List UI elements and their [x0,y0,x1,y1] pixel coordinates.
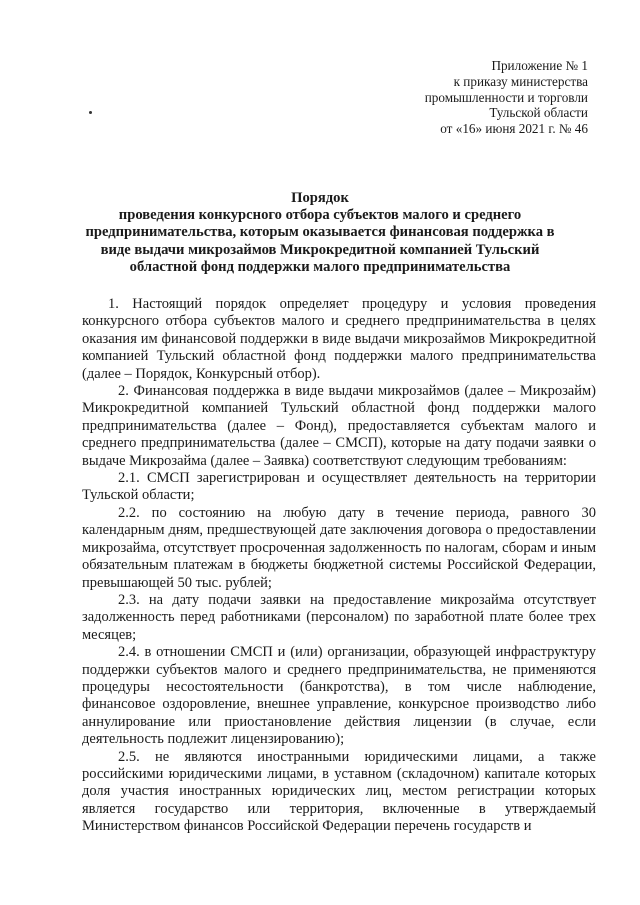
paragraph-2-4: 2.4. в отношении СМСП и (или) организации, образующей инфраструктуру поддержки субъектов малого и среднего предпринимательства, не применяются процедуры несостоятельности (банкротства), в том числе наблюдение, финансовое оздоровление, внешнее управление, конкурсное производство либо аннулирование или приостановление действия лицензии (в случае, если деятельность подлежит лицензированию); [82,644,596,748]
scan-speck [89,111,92,114]
appendix-order-ref: к приказу министерства [453,73,588,89]
appendix-number: Приложение № 1 [491,58,588,73]
document-body [82,296,596,836]
appendix-date: от «16» июня 2021 г. № 46 [440,121,588,137]
title-subheading: проведения конкурсного отбора субъектов малого и среднего предпринимательства, которым оказывается финансовая поддержка в виде выдачи микрозаймов Микрокредитной компанией Тульский областной фонд поддержки малого предпринимательства [85,207,555,275]
appendix-region: Тульской области [489,105,588,121]
appendix-header [425,58,588,137]
paragraph-1: 1. Настоящий порядок определяет процедуру и условия проведения конкурсного отбора субъектов малого и среднего предпринимательства в целях оказания им финансовой поддержки в виде выдачи микрозаймов Микрокредитной компанией Тульский областной фонд поддержки малого предпринимательства (далее – Порядок, Конкурсный отбор). [82,296,596,382]
paragraph-2-5: 2.5. не являются иностранными юридическими лицами, а также российскими юридическими лицами, в уставном (складочном) капитале которых доля участия иностранных юридических лиц, местом регистрации которых является государство или территория, включенные в утверждаемый Министерством финансов Российской Федерации перечень государств и [82,748,596,835]
document-title [70,190,570,276]
paragraph-2-3: 2.3. на дату подачи заявки на предоставление микрозайма отсутствует задолженность перед работниками (персоналом) по заработной плате более трех месяцев; [82,591,596,643]
title-heading: Порядок [291,190,349,206]
paragraph-2: 2. Финансовая поддержка в виде выдачи микрозаймов (далее – Микрозайм) Микрокредитной компанией Тульский областной фонд поддержки малого предпринимательства (далее – Фонд), предоставляется субъектам малого и среднего предпринимательства (далее – СМСП), которые на дату подачи заявки о выдаче Микрозайма (далее – Заявка) соответствуют следующим требованиям: [82,383,596,469]
paragraph-2-2: 2.2. по состоянию на любую дату в течение периода, равного 30 календарным дням, предшествующей дате заключения договора о предоставлении микрозайма, отсутствует просроченная задолженность по налогам, сборам и иным обязательным платежам в бюджеты бюджетной системы Российской Федерации, превышающей 50 тыс. рублей; [82,504,596,591]
paragraph-2-1: 2.1. СМСП зарегистрирован и осуществляет деятельность на территории Тульской области; [82,470,596,504]
appendix-ministry: промышленности и торговли [424,89,588,105]
